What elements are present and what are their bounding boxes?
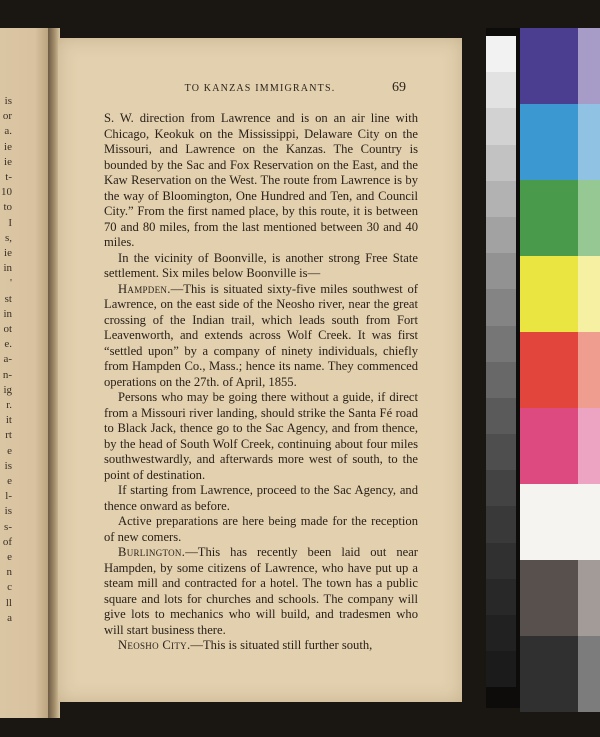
paragraph — [104, 638, 418, 654]
paragraph-text: If starting from Lawrence, proceed to the Sac Agency, and thence onward as before. — [104, 483, 418, 513]
paragraph — [104, 282, 418, 391]
previous-page-text-fragment: ll — [5, 596, 12, 609]
previous-page-text-fragment: ie — [4, 140, 12, 153]
gray-patch — [486, 145, 516, 181]
color-patch — [520, 332, 600, 408]
gray-patch — [486, 506, 516, 542]
previous-page-text-fragment: in — [3, 262, 12, 275]
color-patch-tint — [578, 560, 600, 636]
section-heading: Burlington. — [118, 545, 186, 559]
previous-page-text-fragment: n- — [2, 368, 12, 381]
previous-page-text-fragment: I — [8, 216, 12, 229]
gray-patch — [486, 615, 516, 651]
previous-page-text-fragment: l- — [5, 490, 12, 503]
previous-page-text-fragment: ie — [4, 247, 12, 259]
previous-page-text-fragment: to — [3, 201, 12, 214]
paragraph-text: —This is situated sixty-five miles southwest of Lawrence, on the east side of the Neosho river, near the great crossing of the Indian trail, which leads south from Fort Leavenworth, and extends across Wolf Creek. It was first “settled upon” by a company of ninety individuals, chiefly from Hampden Co., Mass.; hence its name. They commenced operations on the 27th. of April, 1855. — [104, 281, 418, 389]
previous-page-text-fragment: ig — [3, 383, 12, 396]
paragraph-text: Active preparations are here being made for the reception of new comers. — [104, 514, 418, 544]
previous-page-text-fragment: is — [4, 505, 12, 518]
paragraph — [104, 514, 418, 545]
previous-page-text-fragment: r. — [6, 399, 12, 411]
previous-page-text-fragment: e — [7, 551, 12, 563]
gray-patch — [486, 398, 516, 434]
previous-page-text-fragment: a — [7, 611, 12, 624]
color-patch — [520, 180, 600, 256]
gray-patch — [486, 543, 516, 579]
previous-page-text-fragment: ie — [4, 155, 12, 168]
previous-page-text-fragment: e. — [4, 338, 12, 351]
color-patch-tint — [578, 180, 600, 256]
book-page — [58, 38, 462, 702]
page-number: 69 — [392, 80, 406, 95]
paragraph-text: S. W. direction from Lawrence and is on an air line with Chicago, Keokuk on the Mississippi, Delaware City on the Missouri, and Lawrence on the Kanzas. The Country is bounded by the Sac and Fox Reservation on the East, and the Kaw Reservation on the West. The route from Lawrence is by the way of Bloomington, One Hundred and Ten, and Council City.” From the first named place, by this route, it is between 70 and 80 miles, from the last mentioned between 30 and 40 miles. — [104, 111, 418, 249]
previous-page-text-fragment: c — [7, 581, 12, 594]
color-patch-tint — [578, 28, 600, 104]
previous-page-text-fragment: ' — [10, 277, 12, 290]
color-patch-tint — [578, 408, 600, 484]
gray-patch — [486, 36, 516, 72]
gray-patch — [486, 651, 516, 687]
gray-patch — [486, 326, 516, 362]
color-patch — [520, 408, 600, 484]
previous-page-text-fragment: in — [3, 307, 12, 320]
gray-patch — [486, 108, 516, 144]
previous-page-text-fragment: 10 — [1, 186, 12, 199]
color-patch — [520, 104, 600, 180]
previous-page-text-fragment: st — [4, 292, 12, 305]
color-patch — [520, 256, 600, 332]
gray-patch — [486, 253, 516, 289]
paragraph-text: —This is situated still further south, — [190, 638, 373, 652]
previous-page-text-fragment: of — [2, 535, 12, 548]
previous-page-text-fragment: or — [2, 110, 12, 123]
previous-page-text-fragment: rt — [5, 429, 12, 442]
color-patch — [520, 28, 600, 104]
gray-patch — [486, 434, 516, 470]
paragraph-text: Persons who may be going there without a guide, if direct from a Missouri river landing, should strike the Santa Fé road to Black Jack, thence go to the Sac Agency, and from thence, by the head of South Wolf Creek, continuing about four miles southwestwardly, and afterwards more west of south, to the point of destination. — [104, 390, 418, 482]
color-patch — [520, 636, 600, 712]
color-patch-tint — [578, 636, 600, 712]
previous-page-text-fragment: it — [5, 414, 12, 427]
previous-page-text-fragment: t- — [5, 171, 12, 183]
previous-page-text-fragment: s- — [4, 520, 12, 533]
color-calibration-chart — [486, 28, 600, 708]
previous-page-text-fragment: e — [7, 475, 12, 487]
paragraph — [104, 390, 418, 483]
color-patch — [520, 560, 600, 636]
previous-page-text-fragment: s, — [4, 231, 12, 244]
color-patch-strip — [520, 28, 600, 712]
gray-patch — [486, 579, 516, 615]
previous-page-text-fragment: e — [7, 444, 12, 457]
color-patch-tint — [578, 256, 600, 332]
previous-page-text-fragment: n — [6, 566, 12, 579]
previous-page-edge — [0, 28, 50, 718]
page-header — [58, 80, 462, 99]
paragraph-text: In the vicinity of Boonville, is another strong Free State settlement. Six miles below Boonville is— — [104, 250, 418, 280]
body-text — [104, 111, 418, 654]
section-heading: Neosho City. — [118, 638, 191, 652]
previous-page-text-fragment: is — [4, 95, 12, 107]
previous-page-text-fragment: a- — [3, 353, 12, 366]
previous-page-text-fragment: a. — [4, 125, 12, 138]
paragraph — [104, 483, 418, 514]
paragraph — [104, 111, 418, 251]
previous-page-text-fragment: is — [4, 459, 12, 472]
gray-patch — [486, 181, 516, 217]
paragraph — [104, 251, 418, 282]
section-heading: Hampden. — [118, 281, 171, 296]
color-patch-tint — [578, 332, 600, 408]
color-patch-tint — [578, 104, 600, 180]
gray-patch — [486, 72, 516, 108]
gray-patch — [486, 217, 516, 253]
running-head: TO KANZAS IMMIGRANTS. — [184, 83, 336, 94]
paragraph-text: —This has recently been laid out near Hampden, by some citizens of Lawrence, who have put up a steam mill and contracted for a hotel. The town has a public square and lots for churches and schools. The company will give lots to mechanics who will build, and tradesmen who will start business there. — [104, 545, 418, 637]
gray-patch — [486, 362, 516, 398]
gray-patch — [486, 289, 516, 325]
color-patch — [520, 484, 600, 560]
paragraph — [104, 545, 418, 638]
gray-patch — [486, 470, 516, 506]
previous-page-text-fragment: ot — [3, 323, 12, 335]
gray-scale-strip — [486, 36, 516, 687]
color-patch-tint — [578, 484, 600, 560]
